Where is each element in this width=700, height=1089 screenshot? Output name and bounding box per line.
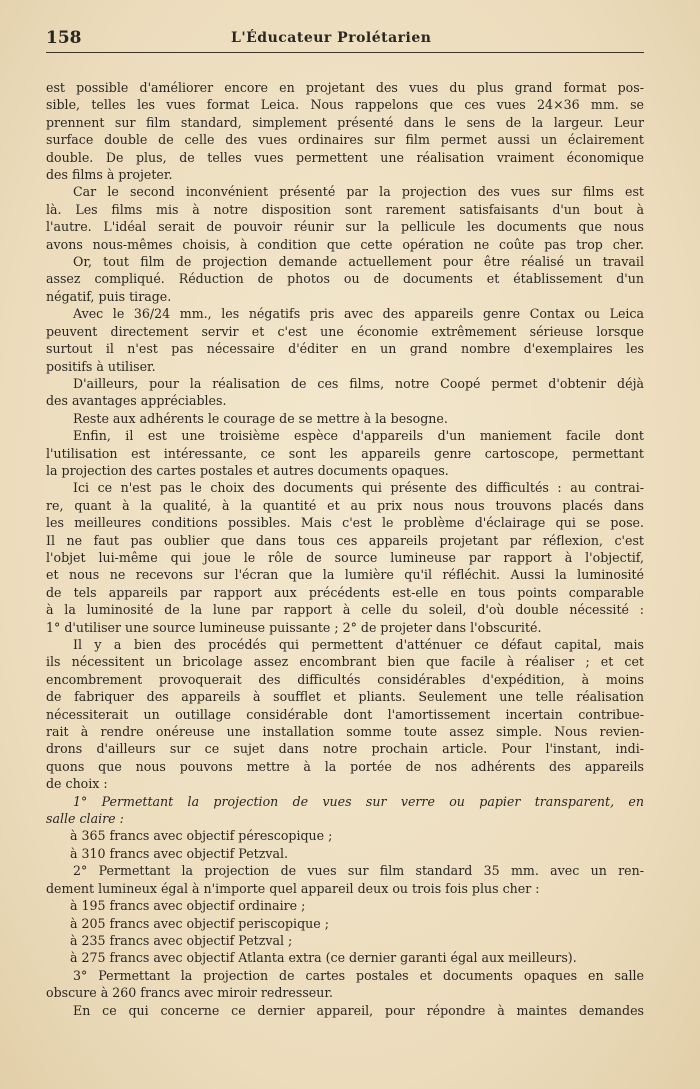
price-item: à 310 francs avec objectif Petzval. (70, 845, 289, 861)
text-line: des avantages appréciables. (46, 393, 227, 409)
text-line: peuvent directement servir et c'est une économie extrêmement sérieuse lorsque (46, 323, 644, 339)
text-line: D'ailleurs, pour la réalisation de ces films, notre Coopé permet d'obtenir déjà (73, 375, 644, 391)
text-line: surtout il n'est pas nécessaire d'éditer en un grand nombre d'exemplaires les (46, 341, 644, 357)
text-line: encombrement provoquerait des difficultés considérables d'expédition, à moins (46, 671, 644, 687)
text-line: drons d'ailleurs sur ce sujet dans notre prochain article. Pour l'instant, indi- (46, 741, 644, 757)
text-line: Ici ce n'est pas le choix des documents qui présente des difficultés : au contrai- (73, 480, 644, 496)
text-line: quons que nous pouvons mettre à la portée de nos adhérents des appareils (46, 758, 644, 774)
page-header (46, 28, 644, 53)
text-line: Or, tout film de projection demande actuellement pour être réalisé un travail (73, 254, 644, 270)
text-line: avons nous-mêmes choisis, à condition que cette opération ne coûte pas trop cher. (46, 236, 644, 252)
text-line: assez compliqué. Réduction de photos ou de documents et établissement d'un (46, 271, 644, 287)
text-line: re, quant à la qualité, à la quantité et au prix nous nous trouvons placés dans (46, 497, 644, 513)
price-item: à 195 francs avec objectif ordinaire ; (70, 898, 306, 914)
text-line: positifs à utiliser. (46, 358, 156, 374)
text-line: prennent sur film standard, simplement présenté dans le sens de la largeur. Leur (46, 114, 644, 130)
text-line: 1° d'utiliser une source lumineuse puissante ; 2° de projeter dans l'obscurité. (46, 619, 542, 635)
list-item: 1° Permettant la projection de vues sur verre ou papier transparent, en (73, 793, 644, 809)
text-line: l'utilisation est intéressante, ce sont les appareils genre cartoscope, permettant (46, 445, 644, 461)
text-line: Enfin, il est une troisième espèce d'appareils d'un maniement facile dont (73, 428, 644, 444)
text-line: Avec le 36/24 mm., les négatifs pris avec des appareils genre Contax ou Leica (73, 306, 644, 322)
text-line: obscure à 260 francs avec miroir redresseur. (46, 985, 334, 1001)
text-line: négatif, puis tirage. (46, 288, 172, 304)
price-item: à 365 francs avec objectif pérescopique ; (70, 828, 333, 844)
page-number: 158 (46, 28, 82, 48)
text-line: nécessiterait un outillage considérable dont l'amortissement incertain contribue- (46, 706, 644, 722)
text-line: sible, telles les vues format Leica. Nous rappelons que ces vues 24×36 mm. se (46, 97, 644, 113)
text-line: ils nécessitent un bricolage assez encombrant bien que facile à réaliser ; et cet (46, 654, 644, 670)
list-item: 2° Permettant la projection de vues sur film standard 35 mm. avec un ren- (73, 863, 644, 879)
text-line: Car le second inconvénient présenté par la projection des vues sur films est (73, 184, 644, 200)
list-item: 3° Permettant la projection de cartes postales et documents opaques en salle (73, 967, 644, 983)
text-line: la projection des cartes postales et autres documents opaques. (46, 462, 449, 478)
text-line: des films à projeter. (46, 167, 173, 183)
text-line: est possible d'améliorer encore en projetant des vues du plus grand format pos- (46, 80, 644, 95)
text-line: à la luminosité de la lune par rapport à celle du soleil, d'où double nécessité : (46, 602, 644, 618)
running-title: L'Éducateur Prolétarien (231, 30, 432, 46)
text-line: l'objet lui-même qui joue le rôle de source lumineuse par rapport à l'objectif, (46, 549, 644, 565)
text-line: de tels appareils par rapport aux précédents est-elle en tous points comparable (46, 584, 644, 600)
text-line: salle claire : (46, 811, 124, 827)
text-line: et nous ne recevons sur l'écran que la lumière qu'il réfléchit. Aussi la luminosité (46, 567, 644, 583)
text-line: double. De plus, de telles vues permettent une réalisation vraiment économique (46, 149, 644, 165)
text-line: dement lumineux égal à n'importe quel appareil deux ou trois fois plus cher : (46, 880, 540, 896)
text-line: Il y a bien des procédés qui permettent d'atténuer ce défaut capital, mais (73, 637, 644, 652)
text-line: de fabriquer des appareils à soufflet et pliants. Seulement une telle réalisation (46, 689, 644, 705)
text-line: En ce qui concerne ce dernier appareil, pour répondre à maintes demandes (73, 1002, 644, 1018)
text-line: Reste aux adhérents le courage de se mettre à la besogne. (73, 410, 448, 426)
price-item: à 235 francs avec objectif Petzval ; (70, 932, 293, 948)
text-line: rait à rendre onéreuse une installation somme toute assez simple. Nous revien- (46, 724, 644, 740)
text-line: les meilleures conditions possibles. Mais c'est le problème d'éclairage qui se pose. (46, 515, 644, 531)
text-line: l'autre. L'idéal serait de pouvoir réunir sur la pellicule les documents que nous (46, 219, 644, 235)
text-line: là. Les films mis à notre disposition sont rarement satisfaisants d'un bout à (46, 201, 644, 217)
price-item: à 275 francs avec objectif Atlanta extra (ce dernier garanti égal aux meilleurs). (70, 950, 577, 966)
price-item: à 205 francs avec objectif periscopique ; (70, 915, 329, 931)
text-line: de choix : (46, 776, 108, 792)
text-line: surface double de celle des vues ordinaires sur film permet aussi un éclairement (46, 132, 644, 148)
text-line: Il ne faut pas oublier que dans tous ces appareils projetant par réflexion, c'est (46, 532, 644, 548)
article-body (46, 79, 644, 1019)
